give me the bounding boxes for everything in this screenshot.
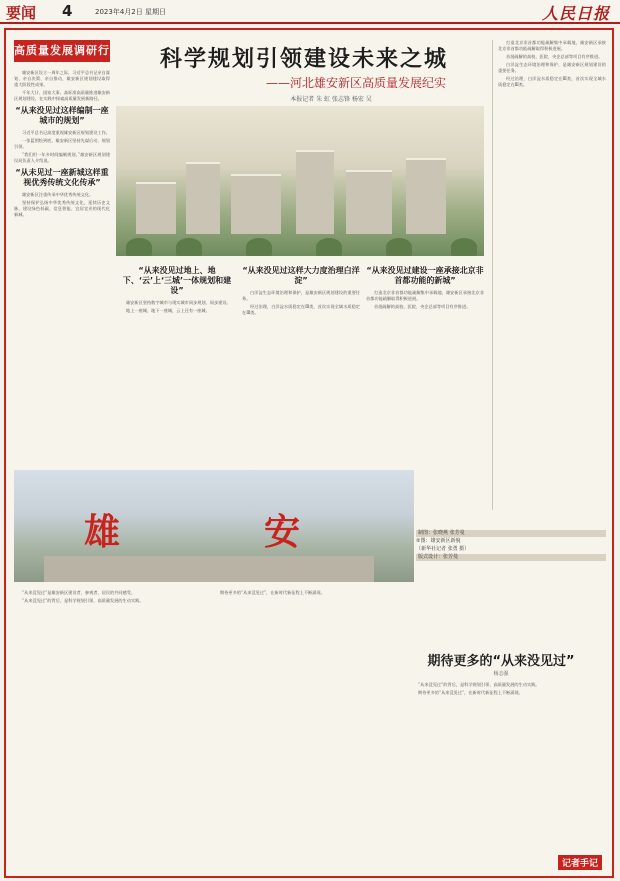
credit-row: （新华社记者 张勇 摄）	[416, 546, 470, 552]
banner-character: 安	[264, 511, 301, 553]
tree-shape	[126, 238, 152, 256]
column-2	[118, 262, 236, 462]
section-4-paragraph: 经过治理，白洋淀水质稳定在Ⅲ类，首次实现全域水质稳定在Ⅲ类。	[242, 304, 360, 315]
building-shape	[136, 182, 176, 234]
tree-shape	[246, 238, 272, 256]
commentary-paragraph: “从来没见过”的背后，是科学规划引领、高质量发展的生动实践。	[418, 682, 540, 687]
commentary-paragraph: 期待更多的“从来没见过”，在新时代新征程上不断涌现。	[220, 590, 325, 595]
commentary-paragraph: “从来没见过”的背后，是科学规划引领、高质量发展的生动实践。	[22, 598, 144, 603]
section-5-paragraph: 首批疏解的高校、医院、央企总部等项目有序推进。	[374, 304, 471, 309]
section-2-title: “从未见过一座新城这样重视优秀传统文化传承”	[15, 168, 109, 187]
section-1-paragraph: “我们用一年多时间编制规划，”雄安新区规划建设局负责人介绍说。	[14, 152, 110, 163]
credit-row: ②图：雄安新区新貌	[416, 538, 461, 544]
feature-frame	[4, 28, 614, 878]
commentary-paragraph: 期待更多的“从来没见过”，在新时代新征程上不断涌现。	[418, 690, 523, 695]
section-5-title: “从来没见过建设一座承接北京非首都功能的新城”	[366, 266, 484, 285]
section-5-paragraph: 打造北京非首都功能疏解集中承载地，雄安新区承接北京非首都功能疏解取得积极进展。	[498, 40, 606, 51]
main-headline: 科学规划引领建设未来之城	[159, 47, 448, 72]
section-1-paragraph: 习近平总书记高度重视雄安新区规划建设工作。	[22, 130, 110, 135]
commentary-column-2	[212, 590, 402, 860]
intro-paragraph: 雄安新区设立一周年之际，习近平总书记亲自谋划、亲自决策、亲自推动，雄安新区规划建设取得重大阶段性成果。	[14, 70, 110, 87]
credit-row: 版式设计：张芳曼	[416, 554, 606, 561]
sub-headline: ——河北雄安新区高质量发展纪实	[265, 76, 446, 90]
newspaper-logo: 人民日报	[541, 4, 610, 23]
commentary-column-1	[14, 590, 204, 860]
column-divider	[492, 40, 493, 510]
tree-shape	[451, 238, 477, 256]
column-3	[242, 262, 360, 462]
section-1-paragraph: 一张蓝图绘到底，雄安新区坚持先谋后动、规划引领。	[14, 138, 110, 149]
section-label: 要闻	[6, 4, 37, 22]
tree-shape	[316, 238, 342, 256]
commentary-paragraph: “从来没见过”是雄安新区建设者、参观者、居民的共同感受。	[22, 590, 136, 595]
credit-row: 制图：张晓燕 张芳曼	[416, 530, 606, 537]
section-2-paragraph: 坚持保护弘扬中华优秀传统文化，延续历史文脉，建设绿色低碳、信息智能、宜居宜业的现代化新城。	[14, 200, 110, 217]
section-2-paragraph: 雄安新区注重传承中华优秀传统文化。	[22, 192, 94, 197]
banner-character: 雄	[84, 511, 121, 553]
city-skyline-photo	[116, 106, 484, 256]
commentary-title: 期待更多的“从来没见过”	[427, 654, 575, 669]
building-shape	[406, 158, 446, 234]
section-1-title: “从来没见过这样编制一座城市的规划”	[15, 106, 109, 125]
section-4-paragraph: 白洋淀生态环境治理和保护，是雄安新区规划建设的重要任务。	[498, 62, 606, 73]
section-3-paragraph: 地上一座城，地下一座城，云上还有一座城。	[126, 308, 210, 313]
building-shape	[296, 150, 334, 234]
page-number: 4	[62, 2, 73, 20]
building-shape	[231, 174, 281, 234]
photo-credits	[416, 530, 606, 562]
issue-date: 2023年4月2日 星期日	[95, 8, 166, 16]
section-4-paragraph: 经过治理，白洋淀水质稳定在Ⅲ类，首次实现全域水质稳定在Ⅲ类。	[498, 76, 606, 87]
column-tag: 高质量发展调研行	[14, 40, 110, 62]
commentary-byline: 杨志强	[493, 671, 509, 677]
column-4	[366, 262, 484, 462]
section-3-title: “从来没见过地上、地下、‘云’上‘三城’一体规划和建设”	[122, 266, 232, 295]
building-shape	[346, 170, 392, 234]
xiongan-banner-photo	[14, 470, 414, 582]
masthead	[0, 0, 620, 24]
intro-paragraph: 千年大计、国家大事。高标准高质量推进雄安新区规划建设，在实践中探索高质量发展新路径。	[14, 90, 110, 101]
byline: 本报记者 朱 虹 张志锋 杨宏 吴	[290, 96, 372, 103]
stone-base	[44, 556, 374, 582]
reporter-note-badge: 记者手记	[558, 855, 602, 870]
section-3-paragraph: 雄安新区坚持数字城市与现实城市同步规划、同步建设。	[126, 300, 231, 305]
section-4-title: “从来没见过这样大力度治理白洋淀”	[242, 266, 360, 285]
building-shape	[186, 162, 220, 234]
section-5-paragraph: 首批疏解的高校、医院、央企总部等项目有序推进。	[506, 54, 603, 59]
commentary-column-3	[410, 682, 606, 852]
section-4-paragraph: 白洋淀生态环境治理和保护，是雄安新区规划建设的重要任务。	[242, 290, 360, 301]
column-5	[498, 40, 606, 510]
tree-shape	[176, 238, 202, 256]
tree-shape	[386, 238, 412, 256]
section-5-paragraph: 打造北京非首都功能疏解集中承载地，雄安新区承接北京非首都功能疏解取得积极进展。	[366, 290, 484, 301]
column-1	[14, 70, 110, 465]
